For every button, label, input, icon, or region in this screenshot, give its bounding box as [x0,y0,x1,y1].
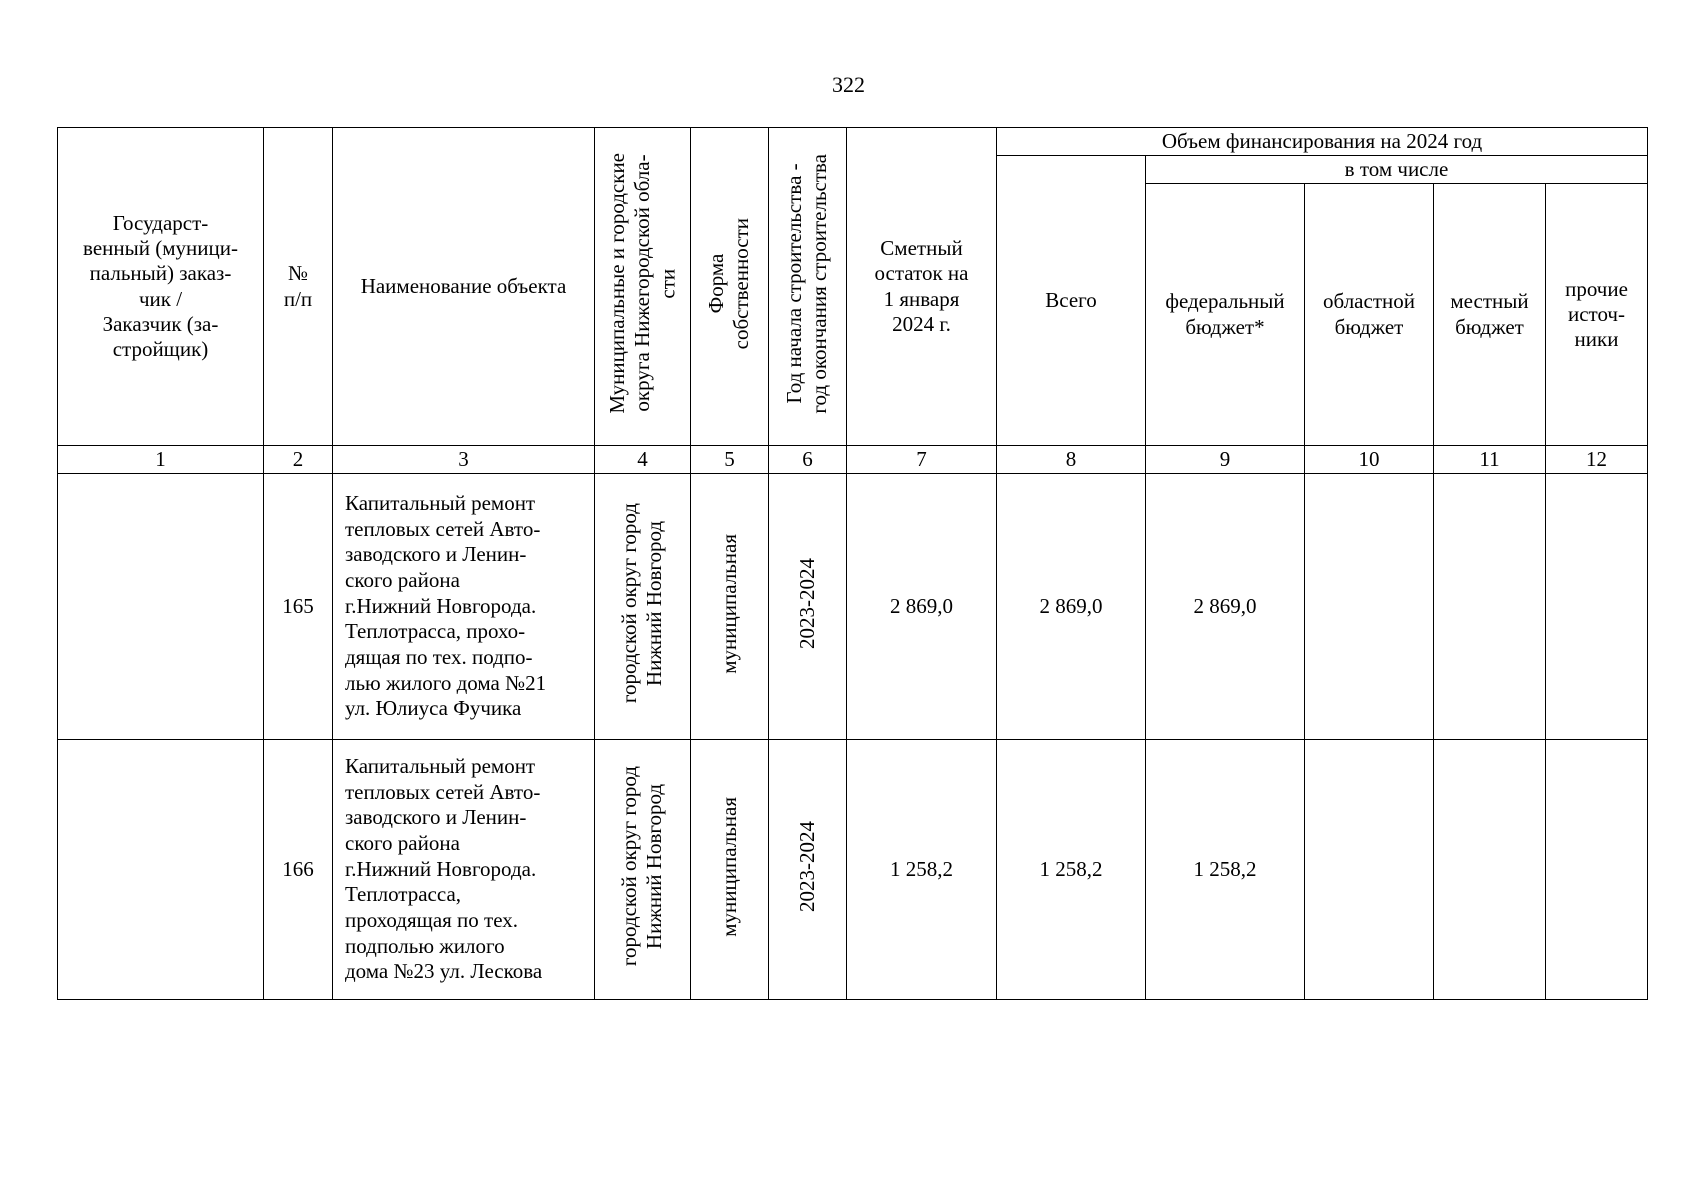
column-numbers-row [58,446,1648,474]
table-row [58,474,1648,740]
column-number: 12 [1546,446,1648,474]
cell-ownership: муниципальная [691,740,769,1000]
header-years: Год начала строительства - год окончания строительства [769,128,847,446]
cell-district: городской округ город Нижний Новгород [595,740,691,1000]
header-funding-group: Объем финансирования на 2024 год [997,128,1648,156]
cell-local [1434,740,1546,1000]
header-number: № п/п [264,128,333,446]
column-number: 10 [1305,446,1434,474]
cell-federal: 2 869,0 [1146,474,1305,740]
cell-ownership: муниципальная [691,474,769,740]
header-local: местный бюджет [1434,184,1546,446]
cell-years: 2023-2024 [769,740,847,1000]
cell-other [1546,740,1648,1000]
cell-regional [1305,740,1434,1000]
cell-object-name: Капитальный ремонт тепловых сетей Авто- заводского и Ленин- ского района г.Нижний Новгорода. Теплотрасса, проходящая по тех. подполью жилого дома №23 ул. Лескова [333,740,595,1000]
cell-district: городской округ город Нижний Новгород [595,474,691,740]
cell-federal: 1 258,2 [1146,740,1305,1000]
column-number: 11 [1434,446,1546,474]
cell-regional [1305,474,1434,740]
cell-other [1546,474,1648,740]
cell-total: 1 258,2 [997,740,1146,1000]
column-number: 5 [691,446,769,474]
cell-years: 2023-2024 [769,474,847,740]
column-number: 2 [264,446,333,474]
page-number: 322 [832,72,865,97]
header-federal: федеральный бюджет* [1146,184,1305,446]
header-district: Муниципальные и городские округа Нижегородской обла- сти [595,128,691,446]
column-number: 8 [997,446,1146,474]
header-total: Всего [997,156,1146,446]
header-ownership: Форма собственности [691,128,769,446]
header-object-name: Наименование объекта [333,128,595,446]
header-row-1 [58,128,1648,156]
cell-object-name: Капитальный ремонт тепловых сетей Авто- заводского и Ленин- ского района г.Нижний Новгорода. Теплотрасса, прохо- дящая по тех. подпо- лью жилого дома №21 ул. Юлиуса Фучика [333,474,595,740]
cell-customer [58,740,264,1000]
column-number: 1 [58,446,264,474]
cell-local [1434,474,1546,740]
header-including-group: в том числе [1146,156,1648,184]
table-row [58,740,1648,1000]
cell-remainder: 2 869,0 [847,474,997,740]
financing-table [57,127,1648,1000]
header-customer: Государст- венный (муници- пальный) заказ- чик / Заказчик (за- стройщик) [58,128,264,446]
header-remainder: Сметный остаток на 1 января 2024 г. [847,128,997,446]
cell-number: 166 [264,740,333,1000]
column-number: 9 [1146,446,1305,474]
cell-total: 2 869,0 [997,474,1146,740]
cell-remainder: 1 258,2 [847,740,997,1000]
cell-customer [58,474,264,740]
column-number: 4 [595,446,691,474]
header-other: прочие источ- ники [1546,184,1648,446]
cell-number: 165 [264,474,333,740]
column-number: 6 [769,446,847,474]
column-number: 3 [333,446,595,474]
header-regional: областной бюджет [1305,184,1434,446]
column-number: 7 [847,446,997,474]
